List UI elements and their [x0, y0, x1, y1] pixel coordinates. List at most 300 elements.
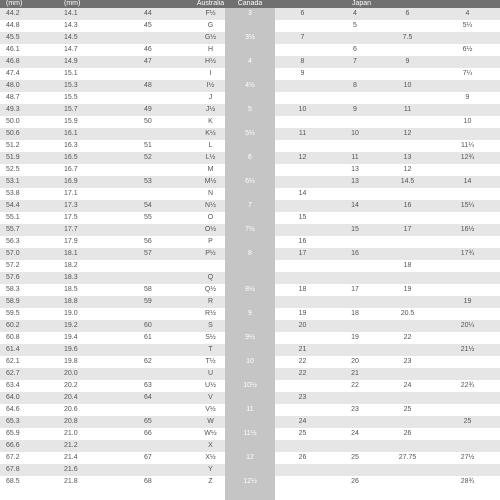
table-cell [435, 236, 500, 248]
table-cell [330, 392, 380, 404]
table-cell: 21.6 [58, 464, 136, 476]
table-cell: 13 [330, 176, 380, 188]
table-cell: 56.3 [6, 238, 20, 245]
table-cell [136, 272, 196, 284]
table-cell [275, 332, 330, 344]
table-cell [435, 356, 500, 368]
table-cell [435, 284, 500, 296]
table-cell: S½ [205, 334, 216, 341]
table-cell: N [207, 190, 214, 197]
table-cell: 3½ [245, 34, 255, 41]
table-cell [330, 32, 380, 44]
table-cell: 68.5 [6, 478, 20, 485]
table-cell: 9½ [245, 334, 255, 341]
table-cell [330, 416, 380, 428]
table-cell [380, 248, 435, 260]
table-cell: 19 [298, 310, 307, 317]
table-cell: 15.7 [58, 104, 136, 116]
table-cell: 21 [330, 368, 380, 380]
table-row [0, 476, 500, 488]
table-cell: 65 [136, 416, 196, 428]
table-cell: 66 [144, 430, 152, 437]
column-header-6: Japan [352, 0, 372, 7]
table-cell [136, 68, 196, 80]
table-cell: K [208, 118, 213, 125]
table-cell: Z [208, 478, 213, 485]
table-cell [435, 272, 500, 284]
table-cell: 27.75 [398, 454, 417, 461]
table-cell: 11 [246, 406, 254, 413]
table-cell [225, 44, 275, 56]
table-cell [330, 260, 380, 272]
table-cell [225, 140, 275, 152]
table-cell: J½ [196, 104, 225, 116]
table-cell: 57.2 [6, 262, 20, 269]
table-cell: 12 [380, 128, 435, 140]
table-cell: 15.1 [64, 70, 78, 77]
table-cell [380, 44, 435, 56]
table-cell: 6 [248, 154, 252, 161]
table-cell: 14 [298, 190, 307, 197]
table-cell: 10 [463, 118, 472, 125]
table-cell: 64.0 [0, 392, 58, 404]
table-cell [380, 92, 435, 104]
table-cell [225, 296, 275, 308]
table-cell [380, 116, 435, 128]
table-cell: W½ [204, 430, 217, 437]
column-header-0: (mm) [6, 0, 23, 7]
table-cell: 26 [403, 430, 412, 437]
table-cell [380, 464, 435, 476]
column-header-2 [136, 0, 196, 8]
table-cell: 15.3 [58, 80, 136, 92]
table-cell: N½ [196, 200, 225, 212]
table-cell: U [196, 368, 225, 380]
table-cell: 21 [275, 344, 330, 356]
table-cell: J [208, 94, 213, 101]
table-cell: W [196, 416, 225, 428]
table-cell: 44 [136, 8, 196, 20]
table-cell [330, 440, 380, 452]
table-cell: 50 [144, 118, 152, 125]
table-cell: 17.1 [64, 190, 78, 197]
table-cell: 17.3 [58, 200, 136, 212]
table-cell: 8 [330, 80, 380, 92]
table-row [0, 452, 500, 464]
table-cell [380, 320, 435, 332]
table-cell: 18.5 [64, 286, 78, 293]
table-row [0, 152, 500, 164]
table-cell [225, 320, 275, 332]
table-cell: 60.2 [0, 320, 58, 332]
table-row [0, 116, 500, 128]
table-cell [275, 380, 330, 392]
table-cell: 25 [403, 406, 412, 413]
table-row [0, 104, 500, 116]
table-cell: 19 [403, 286, 412, 293]
table-cell [380, 440, 435, 452]
table-cell [275, 116, 330, 128]
table-cell [435, 104, 500, 116]
table-cell: 12 [275, 152, 330, 164]
table-cell [275, 164, 330, 176]
table-row [0, 440, 500, 452]
table-cell [136, 404, 196, 416]
table-cell: 5 [248, 106, 252, 113]
table-cell: 22 [351, 382, 359, 389]
table-cell [435, 440, 500, 452]
table-cell [275, 464, 330, 476]
table-cell: 8 [275, 56, 330, 68]
table-cell: R½ [205, 310, 216, 317]
table-cell [380, 188, 435, 200]
table-cell [380, 212, 435, 224]
table-cell: 4 [330, 8, 380, 20]
table-cell: 48.7 [6, 94, 20, 101]
table-cell: 8½ [245, 286, 255, 293]
table-cell [330, 236, 380, 248]
table-cell [225, 392, 275, 404]
table-cell: 59 [136, 296, 196, 308]
table-cell: 57 [136, 248, 196, 260]
table-cell [275, 296, 330, 308]
table-cell: 55 [144, 214, 152, 221]
table-cell: 51 [144, 142, 152, 149]
table-cell [435, 80, 500, 92]
table-cell: 46 [144, 46, 152, 53]
table-cell: H [207, 46, 214, 53]
table-row [0, 308, 500, 320]
table-cell: 13 [380, 152, 435, 164]
table-cell: 15.5 [64, 94, 78, 101]
table-cell [435, 260, 500, 272]
table-cell: 20.5 [400, 310, 415, 317]
table-row [0, 32, 500, 44]
table-cell: 53.1 [0, 176, 58, 188]
table-row [0, 392, 500, 404]
table-cell: 9 [300, 70, 305, 77]
table-cell: 19.6 [58, 344, 136, 356]
table-cell: 10 [380, 80, 435, 92]
table-cell: 18.1 [58, 248, 136, 260]
table-cell [275, 440, 330, 452]
table-cell [225, 92, 275, 104]
table-cell: 66.6 [0, 440, 58, 452]
table-header [0, 0, 500, 8]
table-cell [225, 464, 275, 476]
table-cell: 27½ [460, 454, 475, 461]
table-row [0, 404, 500, 416]
table-cell: 21.0 [64, 430, 78, 437]
table-cell: 67 [144, 454, 152, 461]
table-cell: 22 [298, 358, 307, 365]
table-cell: 18.3 [58, 272, 136, 284]
table-cell [435, 308, 500, 320]
table-cell [435, 56, 500, 68]
column-header-8 [435, 0, 500, 8]
table-row [0, 296, 500, 308]
table-cell [225, 212, 275, 224]
table-row [0, 224, 500, 236]
table-cell: 49.3 [0, 104, 58, 116]
table-cell: 20¼ [435, 320, 500, 332]
table-cell: 20 [275, 320, 330, 332]
table-cell [136, 440, 196, 452]
table-row [0, 200, 500, 212]
table-cell: 5¼ [462, 22, 473, 29]
table-cell [225, 344, 275, 356]
table-cell: 14.9 [58, 56, 136, 68]
table-row [0, 92, 500, 104]
table-cell: 20.4 [58, 392, 136, 404]
table-cell: Y [196, 464, 225, 476]
table-row [0, 56, 500, 68]
table-cell [275, 20, 330, 32]
table-cell: 5 [353, 22, 357, 29]
table-cell: H½ [196, 56, 225, 68]
table-cell [275, 404, 330, 416]
table-cell: T [196, 344, 225, 356]
table-cell [136, 92, 196, 104]
table-cell: 11 [330, 152, 380, 164]
table-cell: S [196, 320, 225, 332]
table-cell [275, 200, 330, 212]
table-cell: Q [196, 272, 225, 284]
table-cell: G½ [196, 32, 225, 44]
table-cell [136, 308, 196, 320]
table-cell: 23 [351, 406, 359, 413]
table-cell: R [196, 296, 225, 308]
table-cell: 20.2 [64, 382, 78, 389]
table-cell: 8 [248, 250, 252, 257]
table-cell [330, 296, 380, 308]
table-row [0, 236, 500, 248]
table-row [0, 464, 500, 476]
column-header-7 [380, 0, 435, 8]
table-cell: T½ [205, 358, 216, 365]
table-cell: 22 [403, 334, 412, 341]
table-cell [225, 68, 275, 80]
table-cell: 16 [330, 248, 380, 260]
table-cell [330, 116, 380, 128]
header-row [0, 0, 500, 8]
table-cell: 12 [403, 166, 412, 173]
table-cell: 14.1 [58, 8, 136, 20]
table-cell [225, 260, 275, 272]
table-cell: 45 [144, 22, 152, 29]
table-cell [380, 392, 435, 404]
table-cell: 46.8 [0, 56, 58, 68]
table-cell [380, 416, 435, 428]
table-cell: 14.5 [58, 32, 136, 44]
table-cell: 63.4 [6, 382, 20, 389]
table-cell [435, 188, 500, 200]
table-cell [330, 140, 380, 152]
table-row [0, 128, 500, 140]
table-cell [275, 476, 330, 488]
table-cell [136, 344, 196, 356]
table-row [0, 428, 500, 440]
table-cell: 19.0 [64, 310, 78, 317]
table-cell [275, 80, 330, 92]
table-cell: 52.5 [6, 166, 20, 173]
table-cell: V [196, 392, 225, 404]
table-cell: 62 [144, 358, 152, 365]
table-cell [380, 476, 435, 488]
table-cell: 17.7 [58, 224, 136, 236]
table-cell: 7½ [245, 226, 255, 233]
table-cell [330, 188, 380, 200]
table-cell [435, 464, 500, 476]
table-cell: 55.1 [6, 214, 20, 221]
table-cell: 11½ [243, 430, 257, 437]
table-cell: 3 [248, 10, 252, 17]
table-cell: 7.5 [380, 32, 435, 44]
column-header-5 [275, 0, 330, 8]
table-cell: 12 [246, 454, 254, 461]
table-row [0, 260, 500, 272]
table-cell: Q½ [204, 286, 217, 293]
table-row [0, 188, 500, 200]
table-cell: 21.4 [64, 454, 78, 461]
table-cell: 62.1 [6, 358, 20, 365]
table-row [0, 212, 500, 224]
table-cell: 19.2 [58, 320, 136, 332]
table-cell: O½ [196, 224, 225, 236]
table-cell: 21.2 [58, 440, 136, 452]
table-cell [435, 212, 500, 224]
table-cell: 58.9 [0, 296, 58, 308]
table-cell: 25 [351, 454, 359, 461]
table-cell: 26 [351, 478, 359, 485]
table-cell: 54 [136, 200, 196, 212]
table-cell: 18 [403, 262, 412, 269]
table-cell: 18.8 [58, 296, 136, 308]
table-cell: 60.8 [6, 334, 20, 341]
column-header-4: Canada [237, 0, 263, 7]
table-cell: 6½ [462, 46, 473, 53]
table-cell: 5½ [245, 130, 255, 137]
table-cell: 18.2 [64, 262, 78, 269]
table-cell: 54.4 [0, 200, 58, 212]
table-row [0, 8, 500, 20]
table-cell: 4 [248, 58, 252, 65]
table-row [0, 164, 500, 176]
table-cell: 17 [275, 248, 330, 260]
table-cell [225, 416, 275, 428]
table-cell: L½ [196, 152, 225, 164]
table-cell [225, 20, 275, 32]
table-cell [225, 440, 275, 452]
table-cell: 15.9 [64, 118, 78, 125]
table-cell [435, 404, 500, 416]
table-cell [330, 92, 380, 104]
table-cell: M½ [196, 176, 225, 188]
table-cell [136, 260, 196, 272]
table-cell: 16.7 [64, 166, 78, 173]
table-row [0, 416, 500, 428]
table-cell: 17 [351, 286, 359, 293]
table-cell: 7 [248, 202, 252, 209]
table-row [0, 380, 500, 392]
table-cell: O [207, 214, 214, 221]
table-cell: 9 [465, 94, 470, 101]
table-cell [136, 128, 196, 140]
column-header-1: (mm) [64, 0, 81, 7]
table-cell: 65.9 [6, 430, 20, 437]
table-cell: 16.3 [64, 142, 78, 149]
table-cell [136, 464, 196, 476]
table-cell: 11¼ [460, 142, 475, 149]
table-cell: 16 [380, 200, 435, 212]
table-cell: 6 [353, 46, 357, 53]
table-cell [435, 332, 500, 344]
table-cell: 14.5 [380, 176, 435, 188]
table-cell: 50.0 [6, 118, 20, 125]
table-cell [225, 188, 275, 200]
table-cell: 24 [403, 382, 412, 389]
table-cell: 14 [435, 176, 500, 188]
table-cell: 15 [330, 224, 380, 236]
table-cell [275, 44, 330, 56]
table-cell [380, 296, 435, 308]
table-cell: 52 [136, 152, 196, 164]
table-cell: 63 [144, 382, 152, 389]
table-cell: 9 [330, 104, 380, 116]
table-cell: 58.3 [6, 286, 20, 293]
table-row [0, 20, 500, 32]
table-cell: 15 [298, 214, 307, 221]
table-cell [225, 236, 275, 248]
table-cell: 16.1 [58, 128, 136, 140]
table-cell [196, 260, 225, 272]
table-cell: 48.0 [0, 80, 58, 92]
table-cell: 67.8 [0, 464, 58, 476]
table-cell: G [207, 22, 214, 29]
table-cell [136, 224, 196, 236]
table-cell: 15¼ [435, 200, 500, 212]
table-cell: V½ [205, 406, 216, 413]
table-cell: 18 [351, 310, 359, 317]
table-cell: 56 [144, 238, 152, 245]
table-cell [435, 392, 500, 404]
table-cell: 6 [275, 8, 330, 20]
table-cell: 7 [330, 56, 380, 68]
table-cell: 16.9 [58, 176, 136, 188]
table-cell: 23 [403, 358, 412, 365]
table-cell [330, 320, 380, 332]
table-cell: 25 [298, 430, 307, 437]
table-cell [380, 68, 435, 80]
table-cell: 10½ [243, 382, 257, 389]
table-cell: 59.5 [6, 310, 20, 317]
table-cell: 48 [136, 80, 196, 92]
table-cell [380, 272, 435, 284]
table-cell [435, 368, 500, 380]
table-row [0, 176, 500, 188]
table-body [0, 8, 500, 488]
table-cell: 20.8 [58, 416, 136, 428]
table-cell: 57.6 [0, 272, 58, 284]
table-row [0, 44, 500, 56]
table-cell: 45.5 [0, 32, 58, 44]
table-cell: 7 [275, 32, 330, 44]
table-row [0, 68, 500, 80]
table-cell [275, 260, 330, 272]
table-cell: F½ [196, 8, 225, 20]
table-cell: P [208, 238, 213, 245]
table-cell [330, 272, 380, 284]
